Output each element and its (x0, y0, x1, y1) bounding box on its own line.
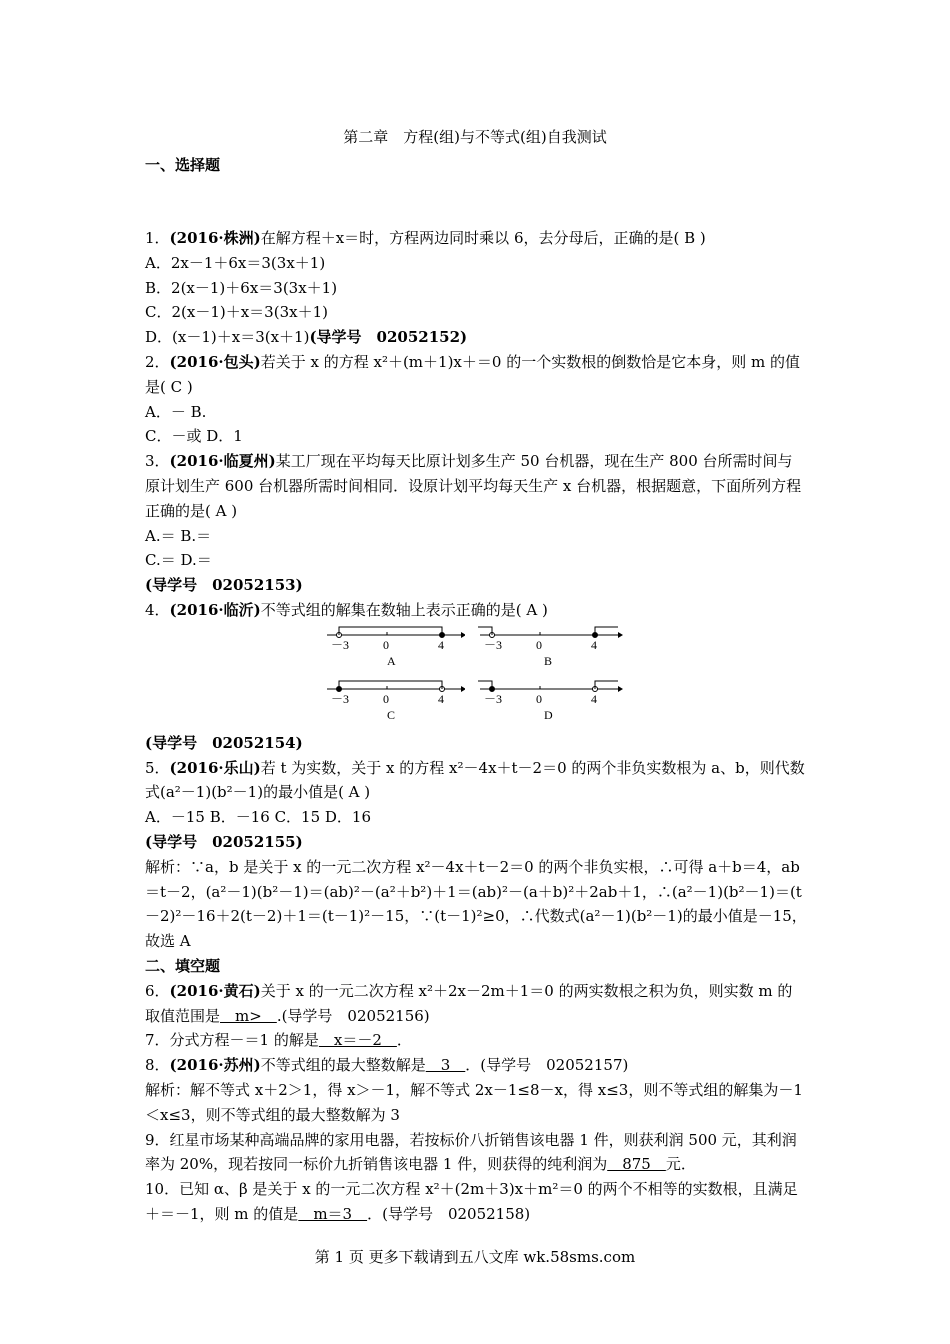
option-label-a: A (387, 653, 396, 668)
axis-label-neg3: －3 (484, 691, 503, 706)
axis-label-4: 4 (591, 637, 597, 652)
q1-option-b: B．2(x－1)＋6x＝3(3x＋1) (145, 278, 338, 297)
q3-ref: (导学号 02052153) (145, 576, 303, 595)
q9-stem: 9．红星市场某种高端品牌的家用电器，若按标价八折销售该电器 1 件，则获利润 500 元，其利润率为 20%，现若按同一标价九折销售该电器 1 件，则获得的纯利润为 875 元． (145, 1130, 797, 1174)
q1-option-a: A．2x－1＋6x＝3(3x＋1) (145, 253, 326, 272)
q7-stem: 7．分式方程－＝1 的解是 x＝－2 ． (145, 1031, 412, 1050)
axis-label-0: 0 (383, 691, 389, 706)
q8-solution: 解析：解不等式 x＋2＞1，得 x＞－1，解不等式 2x－1≤8－x，得 x≤3，则不等式组的解集为－1＜x≤3，则不等式组的最大整数解为 3 (145, 1080, 803, 1124)
section-heading-fill: 二、填空题 (145, 956, 221, 975)
q2-options-cd: C．－或 D．1 (145, 427, 243, 446)
option-label-b: B (544, 653, 553, 668)
q6-stem: 6．(2016·黄石)关于 x 的一元二次方程 x²＋2x－2m＋1＝0 的两实数根之积为负，则实数 m 的取值范围是 m> .(导学号 02052156) (145, 981, 793, 1025)
q2-stem: 2．(2016·包头)若关于 x 的方程 x²＋(m＋1)x＋＝0 的一个实数根的倒数恰是它本身，则 m 的值是( C ) (145, 352, 800, 396)
number-line-d (478, 677, 623, 727)
q4-number-lines (145, 623, 807, 731)
q8-answer: 3 (425, 1056, 466, 1075)
number-line-a (325, 623, 465, 673)
q9-answer: 875 (607, 1155, 666, 1174)
q10-answer: m＝3 (298, 1204, 368, 1223)
axis-label-0: 0 (536, 691, 542, 706)
axis-label-4: 4 (438, 637, 444, 652)
q3-options-ab: A.＝ B.＝ (145, 526, 212, 545)
q4-stem: 4．(2016·临沂)不等式组的解集在数轴上表示正确的是( A ) (145, 600, 548, 619)
q5-solution: 解析：∵a，b 是关于 x 的一元二次方程 x²－4x＋t－2＝0 的两个非负实根，∴可得 a＋b＝4，ab＝t－2，(a²－1)(b²－1)＝(ab)²－(a²＋b²)＋1＝(ab)²－(a＋b)²＋2ab＋1，∴(a²－1)(b²－1)＝(t－2)²－16＋2(t－2)＋1＝(t－1)²－15，∵(t－1)²≥0，∴代数式(a²－1)(b²－1)的最小值是－15，故选 A (145, 857, 807, 951)
axis-label-neg3: －3 (331, 691, 350, 706)
q1-option-c: C．2(x－1)＋x＝3(3x＋1) (145, 303, 328, 322)
page-title: 第二章 方程(组)与不等式(组)自我测试 (343, 128, 607, 146)
q5-stem: 5．(2016·乐山)若 t 为实数，关于 x 的方程 x²－4x＋t－2＝0 的两个非负实数根为 a、b，则代数式(a²－1)(b²－1)的最小值是( A ) (145, 758, 805, 802)
q3-stem: 3．(2016·临夏州)某工厂现在平均每天比原计划多生产 50 台机器，现在生产 800 台所需时间与原计划生产 600 台机器所需时间相同．设原计划平均每天生产 x 台机器，根据题意，下面所列方程正确的是( A ) (145, 452, 802, 520)
q4-ref: (导学号 02052154) (145, 733, 303, 752)
q1-option-d: D．(x－1)＋x＝3(x＋1)(导学号 02052152) (145, 328, 468, 347)
question-content (145, 226, 807, 1227)
page-footer: 第 1 页 更多下载请到五八文库 wk.58sms.com (314, 1248, 636, 1266)
q5-options: A．－15 B．－16 C．15 D．16 (145, 808, 372, 827)
q8-stem: 8．(2016·苏州)不等式组的最大整数解是 3 ．(导学号 02052157) (145, 1056, 629, 1075)
axis-label-neg3: －3 (331, 637, 350, 652)
number-line-b (478, 623, 623, 673)
q6-answer: m> (220, 1006, 277, 1025)
axis-label-neg3: －3 (484, 637, 503, 652)
option-label-c: C (387, 707, 396, 722)
axis-label-0: 0 (536, 637, 542, 652)
option-label-d: D (544, 707, 553, 722)
number-line-c (325, 677, 465, 727)
section-heading-choice: 一、选择题 (145, 156, 221, 174)
q3-options-cd: C.＝ D.＝ (145, 551, 212, 570)
q7-answer: x＝－2 (318, 1031, 397, 1050)
q2-options-ab: A．－ B. (145, 402, 207, 421)
q1-stem: 1．(2016·株洲)在解方程＋x＝时，方程两边同时乘以 6，去分母后，正确的是( B ) (145, 229, 706, 247)
q10-stem: 10．已知 α、β 是关于 x 的一元二次方程 x²＋(2m＋3)x＋m²＝0 的两个不相等的实数根，且满足＋＝－1，则 m 的值是 m＝3 ．(导学号 02052158) (145, 1180, 798, 1223)
q5-ref: (导学号 02052155) (145, 832, 303, 851)
axis-label-4: 4 (438, 691, 444, 706)
axis-label-4: 4 (591, 691, 597, 706)
axis-label-0: 0 (383, 637, 389, 652)
